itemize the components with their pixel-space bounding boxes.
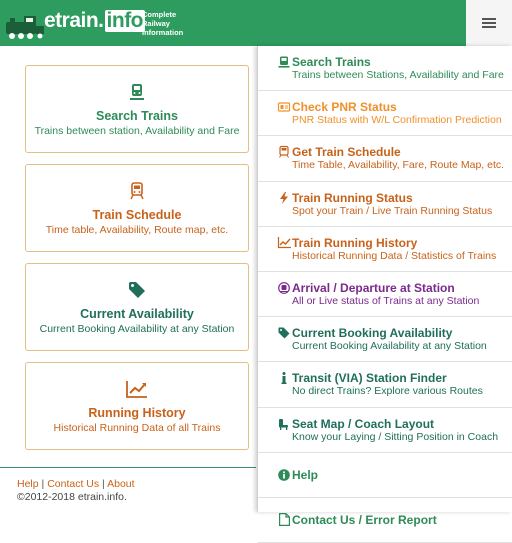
drawer-item-transit-finder[interactable] [258, 362, 512, 407]
drawer-item-desc: PNR Status with W/L Confirmation Prediction [292, 114, 502, 127]
drawer-item-desc: Trains between Stations, Availability and Fare [292, 69, 504, 81]
drawer-item-seat-map[interactable] [258, 408, 512, 453]
seat-icon [278, 418, 290, 430]
footer-contact-link[interactable]: Contact Us [47, 478, 100, 490]
card-search-trains[interactable] [25, 65, 249, 153]
card-title: Train Schedule [92, 208, 182, 222]
document-icon [278, 514, 290, 526]
footer-divider [0, 467, 256, 468]
drawer-item-title: Search Trains [292, 55, 371, 69]
drawer-item-title: Current Booking Availability [292, 326, 453, 341]
card-title: Running History [88, 406, 186, 420]
footer-links: Help | Contact Us | About [17, 478, 135, 490]
drawer-item-title: Help [292, 467, 319, 482]
app-header [0, 0, 512, 46]
hamburger-icon [482, 18, 496, 28]
logo-text: etrain. info [44, 9, 144, 32]
info-circle-icon [278, 469, 290, 481]
drawer-item-title: Check PNR Status [292, 100, 397, 115]
feature-cards [25, 65, 249, 461]
info-icon [278, 372, 290, 384]
drawer-item-title: Seat Map / Coach Layout [292, 416, 435, 431]
drawer-item-title: Get Train Schedule [292, 145, 401, 160]
trend-chart-icon [26, 380, 248, 400]
footer-about-link[interactable]: About [107, 478, 135, 490]
train-icon [278, 56, 290, 68]
drawer-item-desc: Historical Running Data / Statistics of Trains [292, 249, 497, 262]
drawer-item-desc: Spot your Train / Live Train Running Status [292, 204, 493, 217]
drawer-item-booking-availability[interactable] [258, 317, 512, 362]
logo-tagline: Complete Railway Information [142, 10, 184, 37]
card-desc: Current Booking Availability at any Station [39, 323, 235, 335]
drawer-item-title: Transit (VIA) Station Finder [292, 371, 447, 386]
drawer-item-running-history[interactable] [258, 227, 512, 272]
card-current-availability[interactable] [25, 263, 249, 351]
card-running-history[interactable] [25, 362, 249, 450]
site-logo[interactable] [4, 4, 194, 42]
line-chart-icon [278, 237, 290, 249]
drawer-item-help[interactable] [258, 453, 512, 498]
tag-icon [278, 327, 290, 339]
card-desc: Trains between station, Availability and Fare [34, 125, 240, 137]
card-desc: Historical Running Data of all Trains [53, 422, 221, 434]
drawer-item-title: Arrival / Departure at Station [292, 280, 455, 295]
drawer-item-title: Train Running History [292, 235, 418, 250]
ticket-icon [278, 101, 290, 113]
drawer-item-desc: Current Booking Availability at any Station [292, 340, 487, 353]
drawer-item-desc: Time Table, Availability, Fare, Route Map, etc. [292, 159, 505, 172]
menu-toggle-button[interactable] [466, 0, 512, 46]
train-front-icon [278, 146, 290, 158]
train-icon [26, 83, 248, 103]
drawer-item-title: Train Running Status [292, 190, 413, 205]
drawer-item-arrival-departure[interactable] [258, 272, 512, 317]
drawer-item-desc: Know your Laying / Sitting Position in Coach [292, 430, 499, 443]
tag-icon [26, 281, 248, 301]
card-title: Search Trains [96, 109, 178, 123]
drawer-item-search-trains[interactable] [258, 46, 512, 91]
copyright-text: ©2012-2018 etrain.info. [17, 491, 127, 503]
bolt-icon [278, 192, 290, 204]
logo-train-icon [4, 10, 48, 40]
drawer-item-contact[interactable] [258, 498, 512, 543]
drawer-item-title: Contact Us / Error Report [292, 512, 437, 527]
card-title: Current Availability [80, 307, 194, 321]
station-icon [278, 282, 290, 294]
card-train-schedule[interactable] [25, 164, 249, 252]
drawer-item-pnr-status[interactable] [258, 91, 512, 136]
drawer-item-desc: All or Live status of Trains at any Station [292, 294, 480, 307]
card-desc: Time table, Availability, Route map, etc. [45, 224, 229, 236]
train-front-icon [26, 182, 248, 202]
nav-drawer [257, 46, 512, 527]
drawer-item-running-status[interactable] [258, 182, 512, 227]
drawer-item-train-schedule[interactable] [258, 136, 512, 181]
drawer-item-desc: No direct Trains? Explore various Routes [292, 385, 483, 398]
footer-help-link[interactable]: Help [17, 478, 39, 490]
